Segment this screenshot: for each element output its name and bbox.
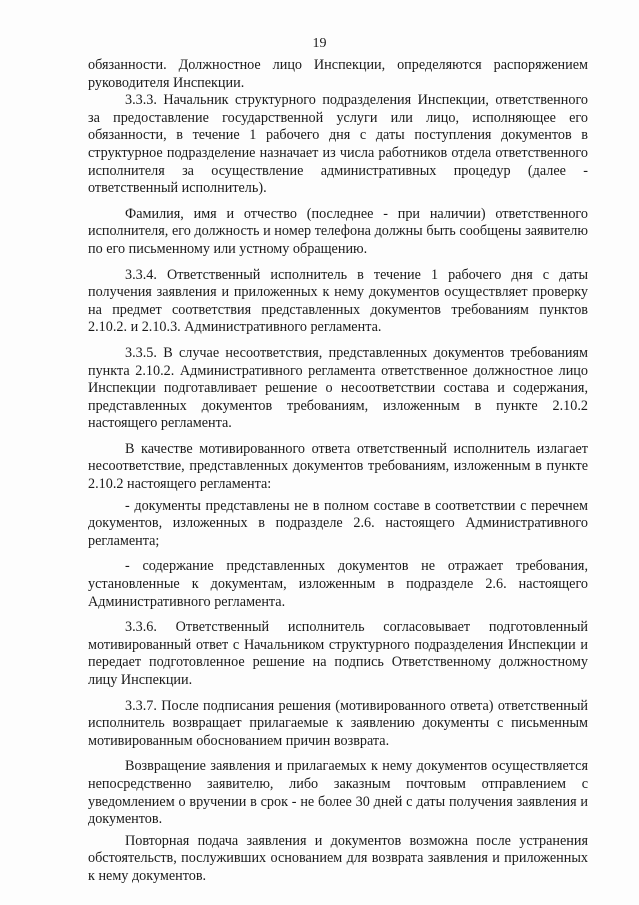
- list-item-content-mismatch: - содержание представленных документов не отражает требования, установленные к документам, изложенным в подразделе 2.6. настоящего Административного регламента.: [88, 558, 588, 610]
- paragraph-return-of-documents: Возвращение заявления и прилагаемых к нему документов осуществляется непосредственно заявителю, либо заказным почтовым отправлением с уведомлением о вручении в срок - не более 30 дней с даты получения заявления и документов.: [88, 758, 588, 828]
- document-body: [88, 57, 588, 886]
- paragraph-3-3-7: 3.3.7. После подписания решения (мотивированного ответа) ответственный исполнитель возвращает прилагаемые к заявлению документы с письменным мотивированным обоснованием причин возврата.: [88, 697, 588, 749]
- paragraph-3-3-5: 3.3.5. В случае несоответствия, представленных документов требованиям пункта 2.10.2. Административного регламента ответственное должностное лицо Инспекции подготавливает решение о несоответствии состава и содержания, представленных документов требованиям, изложенным в пункте 2.10.2 настоящего регламента.: [88, 344, 588, 432]
- list-item-incomplete-documents: - документы представлены не в полном составе в соответствии с перечнем документов, изложенных в подразделе 2.6. настоящего Административного регламента;: [88, 497, 588, 549]
- paragraph-continuation: обязанности. Должностное лицо Инспекции, определяются распоряжением руководителя Инспекции.: [88, 57, 588, 91]
- paragraph-3-3-3: 3.3.3. Начальник структурного подразделения Инспекции, ответственного за предоставление государственной услуги или лицо, исполняющее его обязанности, в течение 1 рабочего дня с даты поступления документов в структурное подразделение назначает из числа работников отдела ответственного исполнителя за осуществление административных процедур (далее - ответственный исполнитель).: [88, 92, 588, 197]
- paragraph-motivated-answer: В качестве мотивированного ответа ответственный исполнитель излагает несоответствие, представленных документов требованиям, изложенным в пункте 2.10.2 настоящего регламента:: [88, 440, 588, 493]
- paragraph-responsible-name: Фамилия, имя и отчество (последнее - при наличии) ответственного исполнителя, его должность и номер телефона должны быть сообщены заявителю по его письменному или устному обращению.: [88, 205, 588, 257]
- paragraph-3-3-6: 3.3.6. Ответственный исполнитель согласовывает подготовленный мотивированный ответ с Начальником структурного подразделения Инспекции и передает подготовленное решение на подпись Ответственному должностному лицу Инспекции.: [88, 619, 588, 688]
- paragraph-resubmission: Повторная подача заявления и документов возможна после устранения обстоятельств, послуживших основанием для возврата заявления и приложенных к нему документов.: [88, 832, 588, 884]
- page-number: 19: [312, 36, 327, 51]
- paragraph-3-3-4: 3.3.4. Ответственный исполнитель в течение 1 рабочего дня с даты получения заявления и приложенных к нему документов осуществляет проверку на предмет соответствия представленных документов требованиям пунктов 2.10.2. и 2.10.3. Административного регламента.: [88, 266, 588, 336]
